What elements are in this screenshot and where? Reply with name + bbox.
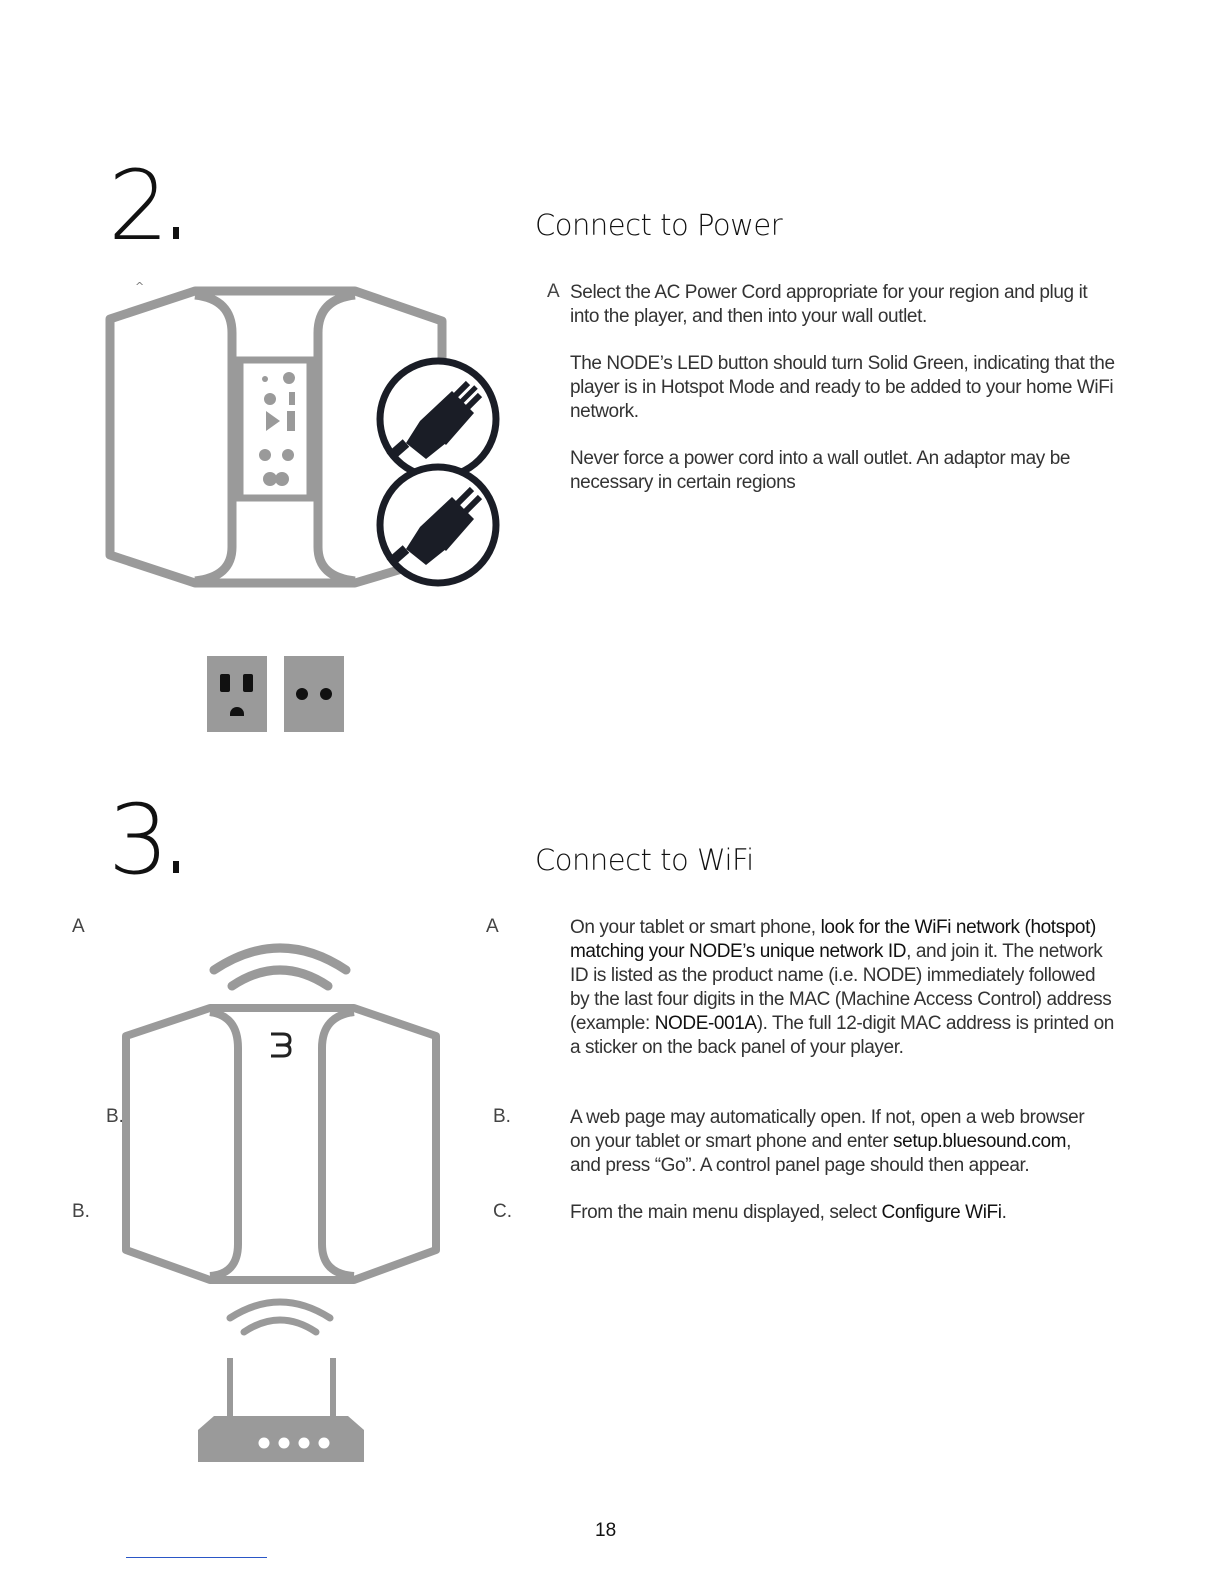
step-2-marker-a: A (547, 281, 560, 302)
step-2-paragraph-1: Select the AC Power Cord appropriate for your region and plug it into the player, and then into your wall outlet. (570, 282, 1088, 327)
node-wifi-figure (110, 928, 450, 1468)
figure-marker-a: A (72, 916, 85, 937)
page-number: 18 (595, 1520, 617, 1541)
step-3a-marker: A (486, 916, 499, 937)
step-2-paragraph-2: The NODE’s LED button should turn Solid Green, indicating that the player is in Hotspot Mode and ready to be added to your home WiFi network. (570, 353, 1115, 422)
figure-marker-b1: B. (106, 1106, 124, 1127)
wall-outlet-icon-us (207, 656, 267, 732)
step-2-number: 2 (108, 158, 179, 254)
power-plug-icon-eu (376, 463, 500, 587)
step-2-paragraph-3: Never force a power cord into a wall outlet. An adaptor may be necessary in certain regions (570, 448, 1071, 493)
wall-outlet-icon-eu (284, 656, 344, 732)
step-3c-marker: C. (493, 1201, 512, 1222)
wifi-waves-icon (214, 948, 346, 986)
footnote-separator (126, 1557, 267, 1558)
wifi-waves-icon-router (230, 1302, 330, 1332)
node-player-icon-front (126, 1008, 436, 1280)
step-3a-text: On your tablet or smart phone, look for the WiFi network (hotspot) matching your NODE’s unique network ID, and join it. The network ID is listed as the product name (i.e. NODE) immediately followed by the last four digits in the MAC (Machine Access Control) address (example: NODE-001A). The full 12-digit MAC address is printed on a sticker on the back panel of your player. (570, 917, 1114, 1058)
step-2-title: Connect to Power (535, 208, 783, 242)
step-3b-marker: B. (493, 1106, 511, 1127)
figure-caret: ^ (135, 280, 145, 293)
step-3-title: Connect to WiFi (535, 843, 754, 877)
step-3-number: 3 (108, 792, 179, 888)
step-3c-text: From the main menu displayed, select Configure WiFi. (570, 1202, 1007, 1223)
step-3b-text: A web page may automatically open. If not, open a web browser on your tablet or smart phone and enter setup.bluesound.com, and press “Go”. A control panel page should then appear. (570, 1107, 1085, 1176)
figure-marker-b2: B. (72, 1201, 90, 1222)
router-icon (198, 1358, 364, 1462)
